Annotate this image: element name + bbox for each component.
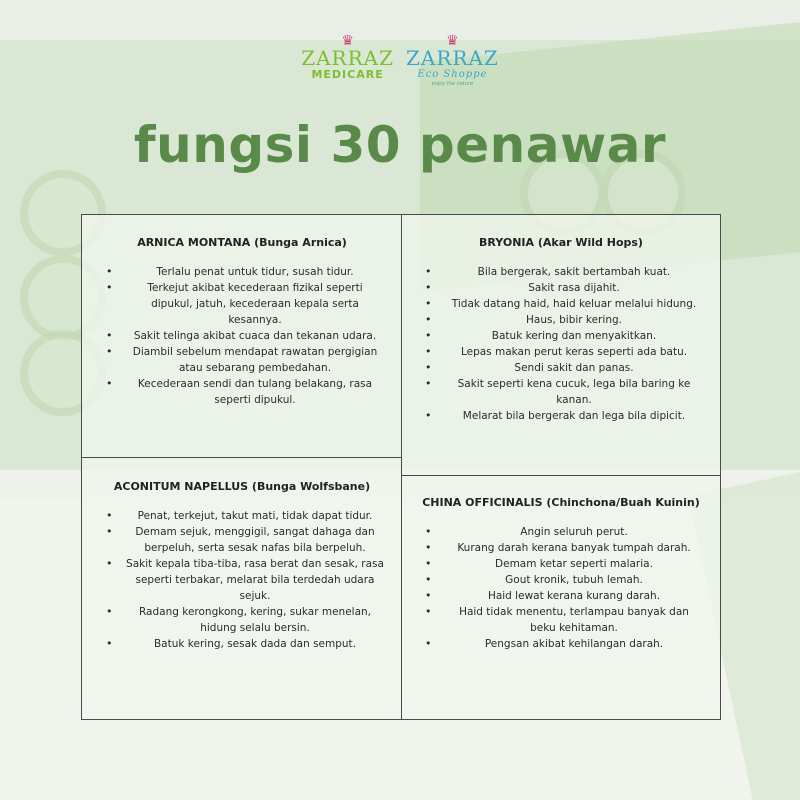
divider-horizontal-right [402,475,720,476]
remedy-table [81,214,721,720]
symptom-list [96,508,388,652]
remedy-heading: ARNICA MONTANA (Bunga Arnica) [137,236,347,249]
zarraz-eco-shoppe-logo [406,34,499,98]
symptom-item: • Tidak datang haid, haid keluar melalui hidung. [415,296,707,312]
symptom-item: • Batuk kering dan menyakitkan. [415,328,707,344]
remedy-heading: BRYONIA (Akar Wild Hops) [479,236,643,249]
symptom-item: • Penat, terkejut, takut mati, tidak dapat tidur. [96,508,388,524]
symptom-item: • Kecederaan sendi dan tulang belakang, rasa seperti dipukul. [96,376,388,408]
logo-name: ZARRAZ [406,46,499,70]
symptom-item: • Sakit rasa dijahit. [415,280,707,296]
symptom-item: • Batuk kering, sesak dada dan semput. [96,636,388,652]
symptom-item: • Kurang darah kerana banyak tumpah darah. [415,540,707,556]
remedy-cell-arnica [96,235,388,408]
symptom-item: • Bila bergerak, sakit bertambah kuat. [415,264,707,280]
symptom-list [415,264,707,424]
logo-name: ZARRAZ [301,46,394,70]
logo-subtitle: MEDICARE [311,68,384,81]
symptom-item: • Pengsan akibat kehilangan darah. [415,636,707,652]
symptom-item: • Diambil sebelum mendapat rawatan pergigian atau sebarang pembedahan. [96,344,388,376]
remedy-cell-china [415,495,707,652]
symptom-item: • Sakit telinga akibat cuaca dan tekanan udara. [96,328,388,344]
remedy-cell-bryonia [415,235,707,424]
crown-icon: ♛ [341,33,354,49]
symptom-item: • Terkejut akibat kecederaan fizikal seperti dipukul, jatuh, kecederaan kepala serta kesannya. [96,280,388,328]
logo-tagline: enjoy the nature [431,81,474,87]
divider-vertical [401,215,402,719]
symptom-item: • Demam sejuk, menggigil, sangat dahaga dan berpeluh, serta sesak nafas bila berpeluh. [96,524,388,556]
symptom-item: • Terlalu penat untuk tidur, susah tidur. [96,264,388,280]
symptom-item: • Haus, bibir kering. [415,312,707,328]
zarraz-medicare-logo [301,34,394,98]
crown-icon: ♛ [446,33,459,49]
symptom-list [96,264,388,408]
symptom-list [415,524,707,652]
brand-logos [300,34,500,98]
symptom-item: • Sendi sakit dan panas. [415,360,707,376]
divider-horizontal-left [82,457,401,458]
symptom-item: • Lepas makan perut keras seperti ada batu. [415,344,707,360]
symptom-item: • Demam ketar seperti malaria. [415,556,707,572]
symptom-item: • Sakit kepala tiba-tiba, rasa berat dan sesak, rasa seperti terbakar, melarat bila terdedah udara sejuk. [96,556,388,604]
symptom-item: • Haid lewat kerana kurang darah. [415,588,707,604]
symptom-item: • Angin seluruh perut. [415,524,707,540]
remedy-heading: ACONITUM NAPELLUS (Bunga Wolfsbane) [113,480,371,493]
symptom-item: • Sakit seperti kena cucuk, lega bila baring ke kanan. [415,376,707,408]
remedy-cell-aconitum [96,479,388,652]
page-title: fungsi 30 penawar [133,116,667,174]
logo-subtitle: Eco Shoppe [417,69,488,80]
symptom-item: • Radang kerongkong, kering, sukar menelan, hidung selalu bersin. [96,604,388,636]
symptom-item: • Melarat bila bergerak dan lega bila dipicit. [415,408,707,424]
symptom-item: • Gout kronik, tubuh lemah. [415,572,707,588]
remedy-heading: CHINA OFFICINALIS (Chinchona/Buah Kuinin) [422,496,700,509]
symptom-item: • Haid tidak menentu, terlampau banyak dan beku kehitaman. [415,604,707,636]
